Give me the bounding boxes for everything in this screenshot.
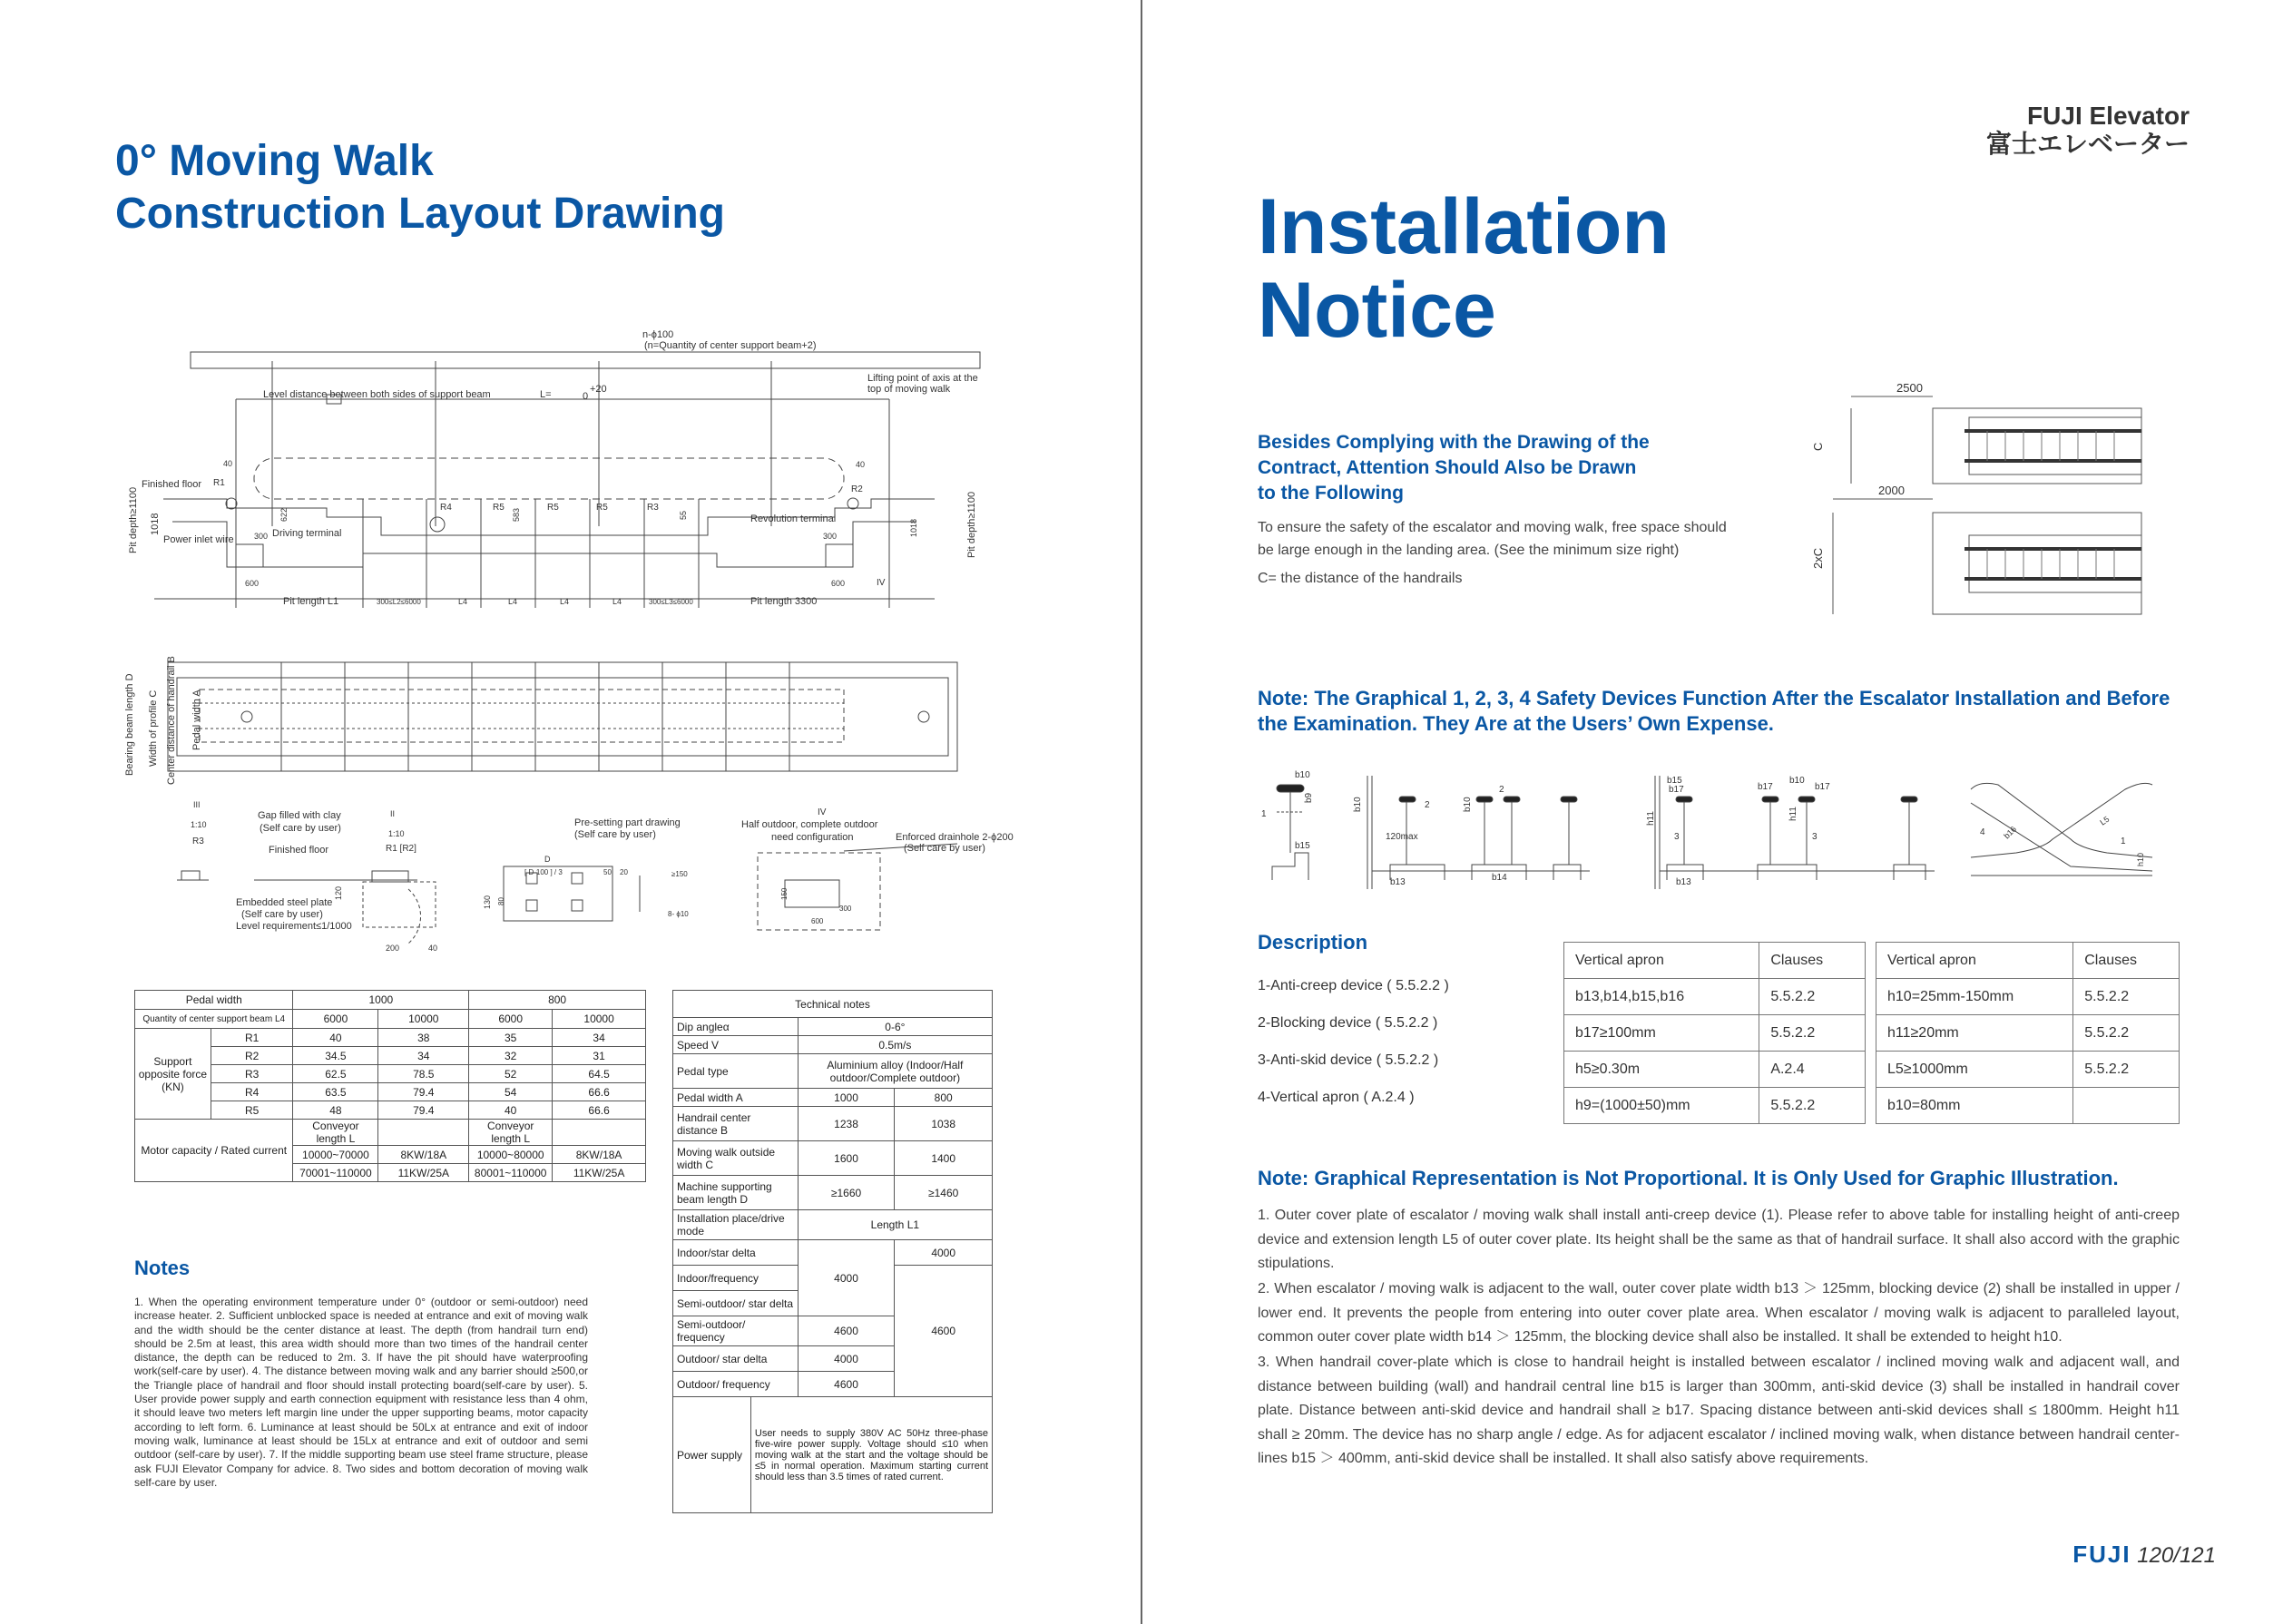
svg-text:L5: L5	[2098, 814, 2112, 827]
svg-text:2000: 2000	[1878, 484, 1905, 497]
svg-text:Pre-setting part drawing: Pre-setting part drawing	[574, 817, 681, 828]
clause-table-2: Vertical apron Clauses h10=25mm-150mm 5.5.2.2 h11≥20mm 5.5.2.2 L5≥1000mm 5.5.2.2 b10=80mm	[1876, 942, 2180, 1124]
svg-text:b13: b13	[1390, 877, 1406, 887]
svg-text:0: 0	[583, 391, 589, 402]
svg-text:b10: b10	[1295, 770, 1310, 780]
svg-text:Pit depth≥1100: Pit depth≥1100	[966, 491, 977, 558]
svg-text:[ D-100 ] / 3: [ D-100 ] / 3	[524, 868, 563, 876]
desc-item: 1-Anti-creep device ( 5.5.2.2 )	[1258, 978, 1449, 993]
svg-text:Pit depth≥1100: Pit depth≥1100	[128, 486, 139, 553]
brand-name-en: FUJI Elevator	[2027, 102, 2190, 130]
plan-drawing	[118, 649, 962, 785]
svg-text:40: 40	[856, 460, 866, 469]
svg-text:IV: IV	[877, 578, 886, 588]
svg-text:Half outdoor, complete outdoor: Half outdoor, complete outdoor	[741, 819, 878, 830]
svg-text:R1 [R2]: R1 [R2]	[386, 844, 416, 854]
svg-text:120max: 120max	[1386, 832, 1418, 842]
svg-text:55: 55	[679, 510, 688, 520]
notes-title: Notes	[134, 1257, 191, 1279]
svg-text:b13: b13	[1676, 877, 1691, 887]
svg-text:h11: h11	[1646, 811, 1656, 826]
desc-item: 3-Anti-skid device ( 5.5.2.2 )	[1258, 1052, 1439, 1068]
svg-text:b10: b10	[1463, 797, 1473, 812]
svg-text:(Self care by user): (Self care by user)	[904, 843, 985, 854]
svg-text:L4: L4	[458, 597, 468, 606]
svg-text:D: D	[544, 855, 551, 864]
svg-text:Width of profile C: Width of profile C	[148, 690, 159, 767]
svg-text:III: III	[193, 800, 201, 809]
svg-text:b17: b17	[1758, 782, 1773, 792]
landing-intro	[1258, 516, 1729, 590]
svg-text:b17: b17	[1815, 782, 1830, 792]
svg-text:b14: b14	[1492, 873, 1507, 883]
svg-text:R2: R2	[851, 484, 863, 494]
clause-table-1: Vertical apron Clauses b13,b14,b15,b16 5.5.2.2 b17≥100mm 5.5.2.2 h5≥0.30m A.2.4 h9=(1000±50)mm 5.5.2.2	[1563, 942, 1866, 1124]
svg-text:40: 40	[223, 459, 233, 468]
svg-text:≥150: ≥150	[671, 870, 688, 878]
svg-text:n-ϕ100: n-ϕ100	[642, 329, 674, 340]
desc-item: 4-Vertical apron ( A.2.4 )	[1258, 1090, 1415, 1105]
svg-text:300: 300	[839, 905, 852, 913]
safety-devices-diagram	[1254, 767, 2198, 898]
svg-text:h10: h10	[2136, 852, 2145, 866]
svg-text:b10: b10	[1353, 797, 1363, 812]
svg-text:583: 583	[512, 507, 521, 522]
footer	[2072, 1541, 2216, 1569]
svg-text:2xC: 2xC	[1811, 547, 1825, 569]
svg-text:Center distance of handrail B: Center distance of handrail B	[166, 656, 177, 785]
instruction-paragraph-2: 2. When escalator / moving walk is adjacent to the wall, outer cover plate width b13 ＞ 125mm, blocking device (2) shall be installed in upper / lower end. It prevents the people from entering into outer cover plate area. When escalator / moving walk is adjacent to paralleled layout, common outer cover plate width b14 ＞ 125mm, the blocking device shall also be installed. It shall be extended to height h10.	[1258, 1281, 2180, 1345]
svg-text:130: 130	[483, 895, 492, 909]
svg-text:50: 50	[603, 868, 612, 876]
svg-text:Lifting point of axis at the: Lifting point of axis at the	[867, 373, 978, 384]
svg-text:600: 600	[831, 579, 846, 588]
svg-text:Enforced drainhole 2-ϕ200: Enforced drainhole 2-ϕ200	[896, 832, 1014, 843]
svg-text:(Self care by user): (Self care by user)	[260, 823, 341, 834]
safety-note: Note: The Graphical 1, 2, 3, 4 Safety Devices Function After the Escalator Installation and Before the Examination. They Are at the Users’ Own Expense.	[1258, 687, 2170, 735]
besides-heading: Besides Complying with the Drawing of the Contract, Attention Should Also be Drawn to the Following	[1258, 432, 1650, 504]
desc-item: 2-Blocking device ( 5.5.2.2 )	[1258, 1015, 1438, 1031]
svg-text:1: 1	[2121, 836, 2126, 846]
svg-text:b9: b9	[1304, 792, 1314, 803]
support-force-table: Pedal width 1000 800 Quantity of center support beam L4 6000 10000 6000 10000 Support opposite force (KN) R1 40 38 35 34 R2 34.5 34 32 31 R3 62.5 78.5 52 64.5 R4 63.5 79.4 54 66.6 R5 48 79.4 40 66.6 Motor capacity / Rated current Conveyor length L Conveyor length L 10000~70000 8KW/18A 10000~80000 8KW/18A 70001~110000 11KW/25A 80001~110000 11KW/25A	[134, 990, 646, 1182]
footer-brand: FUJI	[2072, 1541, 2131, 1568]
svg-text:(Self care by user): (Self care by user)	[241, 909, 323, 920]
svg-text:II: II	[390, 809, 396, 818]
svg-text:1:10: 1:10	[191, 820, 207, 829]
svg-text:Embedded steel plate: Embedded steel plate	[236, 897, 333, 908]
landing-space-diagram	[1806, 377, 2151, 631]
svg-text:L4: L4	[560, 597, 570, 606]
brand-block	[1986, 102, 2190, 158]
svg-text:C: C	[1811, 442, 1825, 451]
instruction-paragraph-1: 1. Outer cover plate of escalator / moving walk shall install anti-creep device (1). Please refer to above table for installing height of anti-creep device and extension length L5 of outer cover plate. Its height shall be the same as that of handrail surface. It shall also accord with the graphic stipulations.	[1258, 1208, 2180, 1271]
left-page	[0, 0, 1141, 1624]
svg-text:1: 1	[1261, 809, 1267, 819]
svg-text:40: 40	[428, 944, 438, 953]
svg-text:2: 2	[1499, 785, 1504, 795]
svg-text:2: 2	[1425, 800, 1430, 810]
svg-text:3: 3	[1674, 832, 1680, 842]
svg-text:b10: b10	[1789, 776, 1805, 786]
svg-text:L4: L4	[612, 597, 622, 606]
svg-text:1018: 1018	[150, 513, 161, 535]
elevation-drawing	[118, 327, 1016, 617]
notes-body: 1. When the operating environment temperature under 0° (outdoor or semi-outdoor) need increase heater. 2. Sufficient unblocked space is needed at entrance and exit of moving walk and the width should be the center distance at least. The depth (from handrail turn end) should be 2.5m at least, this area width should more than two times of the handrail center distance, the depth can be reduced to 2m. 3. If have the pit should have waterproofing work(self-care by user). 4. The distance between moving walk and any barrier should ≥500,or the Triangle place of handrail and floor should install protecting board(self-care by user). 5. User provide power supply and earth connection equipment with resistance less than 4 ohm, it should leave two meters left margin line under the upper supporting beams, motor capacity according to left form. 6. Luminance at least should be 50Lx at entrance and exit of indoor moving walk, luminance at least should be 15Lx at entrance and exit of outdoor and semi outdoor (self-care by user). 7. If the middle supporting beam use steel frame structure, please ask FUJI Elevator Company for advice. 8. Two sides and bottom decoration of moving walk self-care by user.	[134, 1296, 588, 1489]
svg-text:600: 600	[245, 579, 260, 588]
svg-text:3: 3	[1812, 832, 1818, 842]
svg-text:Pedal width A: Pedal width A	[191, 690, 202, 750]
svg-text:b17: b17	[1669, 785, 1684, 795]
svg-text:R5: R5	[596, 503, 608, 513]
svg-text:(Self care by user): (Self care by user)	[574, 829, 656, 840]
detail-drawings	[145, 798, 1034, 962]
description-title: Description	[1258, 931, 1368, 954]
svg-text:Gap filled with clay: Gap filled with clay	[258, 810, 341, 821]
svg-text:300: 300	[823, 532, 838, 541]
svg-text:b16: b16	[2002, 824, 2019, 841]
svg-text:R3: R3	[647, 503, 659, 513]
svg-text:(n=Quantity of center support: (n=Quantity of center support beam+2)	[644, 340, 817, 351]
svg-text:Level distance between both si: Level distance between both sides of support beam	[263, 389, 491, 400]
svg-text:20: 20	[620, 868, 628, 876]
svg-text:h11: h11	[1788, 807, 1798, 821]
svg-text:300: 300	[254, 532, 269, 541]
svg-text:Level requirement≤1/1000: Level requirement≤1/1000	[236, 921, 352, 932]
svg-text:b15: b15	[1667, 776, 1682, 786]
notice-title: Notice	[1258, 267, 1496, 354]
svg-text:8- ϕ10: 8- ϕ10	[668, 910, 689, 918]
svg-text:b15: b15	[1295, 841, 1310, 851]
svg-text:300≤L3≤6000: 300≤L3≤6000	[649, 598, 693, 606]
svg-text:top of moving walk: top of moving walk	[867, 384, 951, 395]
svg-text:Pit length 3300: Pit length 3300	[750, 596, 818, 607]
c-definition: C= the distance of the handrails	[1258, 571, 1463, 586]
svg-text:L4: L4	[508, 597, 518, 606]
svg-text:need configuration: need configuration	[771, 832, 854, 843]
svg-text:+20: +20	[590, 384, 607, 395]
page-subtitle: Construction Layout Drawing	[115, 190, 725, 238]
svg-text:Finished floor: Finished floor	[269, 845, 329, 856]
installation-title: Installation	[1258, 183, 1670, 270]
svg-text:R5: R5	[493, 503, 505, 513]
svg-text:Finished floor: Finished floor	[142, 479, 202, 490]
page-number: 120/121	[2137, 1543, 2216, 1568]
svg-text:300≤L2≤6000: 300≤L2≤6000	[377, 598, 421, 606]
svg-text:150: 150	[780, 887, 789, 900]
svg-text:2500: 2500	[1896, 381, 1923, 395]
svg-text:622: 622	[279, 507, 289, 522]
svg-text:1:10: 1:10	[388, 829, 405, 838]
svg-text:R3: R3	[192, 836, 204, 846]
brand-name-jp: 富士エレベーター	[1985, 130, 2190, 158]
svg-text:R1: R1	[213, 478, 225, 488]
svg-text:Driving terminal: Driving terminal	[272, 528, 342, 539]
svg-text:IV: IV	[818, 807, 827, 817]
description-list	[1258, 978, 1449, 1127]
page-title: 0° Moving Walk	[115, 137, 434, 185]
svg-text:R4: R4	[440, 503, 452, 513]
svg-text:Revolution terminal: Revolution terminal	[750, 514, 837, 524]
svg-text:R5: R5	[547, 503, 559, 513]
svg-text:Power inlet wire: Power inlet wire	[163, 534, 234, 545]
instruction-paragraph-3: 3. When handrail cover-plate which is close to handrail height is installed between escalator / inclined moving walk and adjacent wall, and distance between building (wall) and handrail central line b15 is larger than 300mm, anti-skid device (3) shall be installed in handrail cover plate. Distance between anti-skid device and handrail shall ≥ b17. Spacing distance between anti-skid devices shall ≤ 1800mm. Height h11 shall ≥ 20mm. The device has no sharp angle / edge. As for adjacent escalator / inclined moving walk, when distance between handrail center-lines b15 ＞ 400mm, anti-skid device shall be installed. It shall also satisfy above requirements.	[1258, 1355, 2180, 1466]
svg-text:4: 4	[1980, 827, 1985, 837]
svg-text:1018: 1018	[909, 518, 918, 537]
intro-text: To ensure the safety of the escalator and moving walk, free space should be large enough in the landing area. (See the minimum size right)	[1258, 520, 1727, 558]
proportion-note: Note: Graphical Representation is Not Proportional. It is Only Used for Graphic Illustration.	[1258, 1167, 2119, 1189]
technical-notes-table: Technical notes Dip angleα 0-6° Speed V 0.5m/s Pedal type Aluminium alloy (Indoor/Half outdoor/Complete outdoor) Pedal width A 1000 800 Handrail center distance B 1238 1038 Moving walk outside width C 1600 1400 Machine supporting beam length D ≥1660 ≥1460 Installation place/drive mode Length L1 Indoor/star delta 4000 4000 Indoor/frequency 4600 Semi-outdoor/ star delta Semi-outdoor/ frequency 4600 Outdoor/ star delta 4000 Outdoor/ frequency 4600 Power supply User needs to supply 380V AC 50Hz three-phase five-wire power supply. Voltage should ≤10 when moving walk at the start and the voltage should be ≤5 in normal operation. Maximum starting current should less than 3.5 times of rated current.	[672, 990, 993, 1513]
svg-text:200: 200	[386, 944, 400, 953]
svg-text:Pit length L1: Pit length L1	[283, 596, 339, 607]
svg-text:Bearing beam length D: Bearing beam length D	[124, 673, 135, 776]
svg-text:600: 600	[811, 917, 824, 925]
svg-text:L=: L=	[540, 389, 552, 400]
svg-text:80: 80	[497, 897, 505, 905]
svg-text:120: 120	[334, 885, 343, 900]
